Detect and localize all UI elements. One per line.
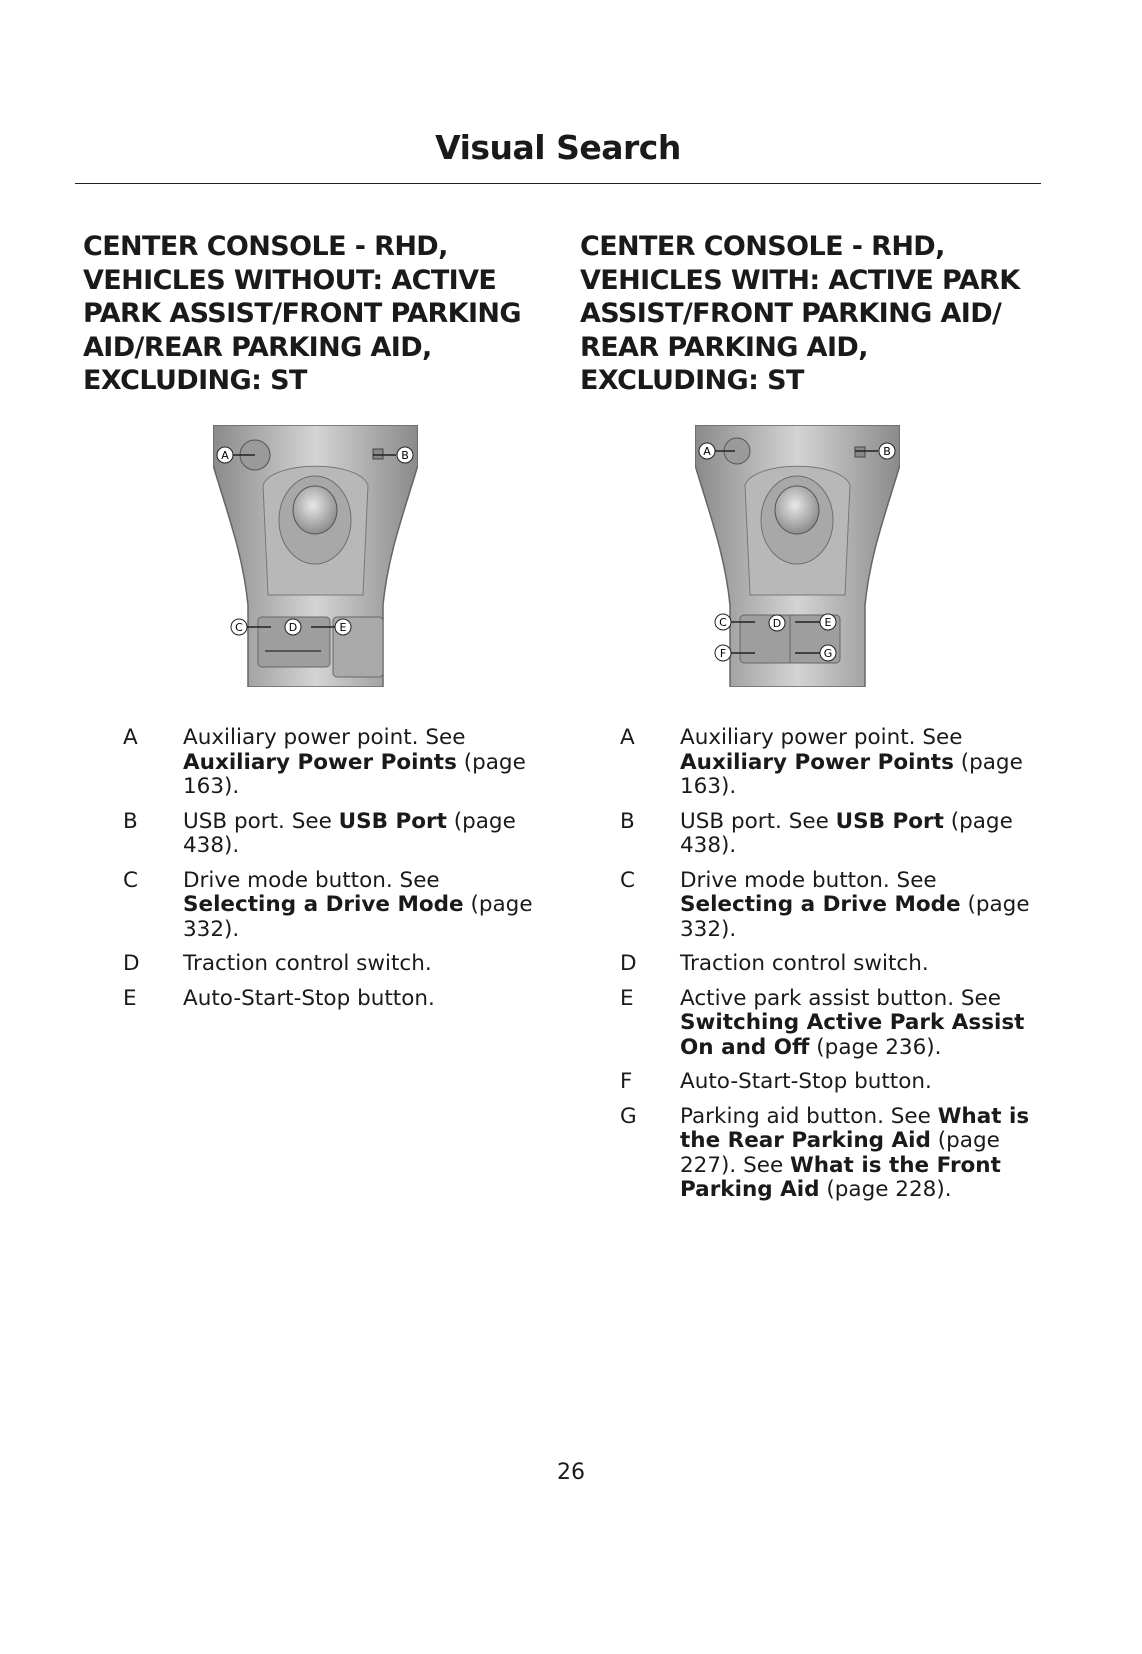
cross-reference-link[interactable]: What is the Rear Parking Aid [680, 1103, 1030, 1153]
callout-label: F [719, 647, 727, 660]
callout-label: A [703, 445, 711, 458]
item-text: Auxiliary power point. See Auxiliary Power Points (page 163). [183, 725, 526, 799]
item-letter: B [123, 808, 138, 834]
item-text: Auto-Start-Stop button. [183, 985, 435, 1011]
list-item [620, 810, 1040, 859]
item-text: Auto-Start-Stop button. [680, 1069, 932, 1094]
callout-label: G [823, 647, 833, 660]
item-letter: G [620, 1103, 637, 1129]
item-text: Auxiliary power point. See Auxiliary Power Points (page 163). [680, 725, 1023, 799]
list-item [123, 869, 543, 943]
item-text: Drive mode button. See Selecting a Drive Mode (page 332). [183, 867, 533, 942]
page-number: 26 [557, 1460, 585, 1485]
item-letter: E [123, 985, 137, 1011]
list-item [123, 952, 543, 977]
item-letter: A [123, 725, 138, 750]
title-divider [75, 183, 1041, 184]
callout-label: C [235, 621, 243, 634]
list-item [620, 952, 1040, 977]
list-item [620, 726, 1040, 800]
item-letter: E [620, 985, 634, 1011]
item-letter: F [620, 1069, 633, 1094]
section-heading: CENTER CONSOLE - RHD, VEHICLES WITHOUT: ACTIVE PARK ASSIST/FRONT PARKING AID/REAR PARKING AID, EXCLUDING: ST [83, 231, 521, 396]
callout-label: C [719, 616, 727, 629]
callout-label: E [339, 621, 347, 634]
console-illustration [213, 425, 418, 687]
list-item [123, 987, 543, 1012]
item-letter: C [620, 867, 636, 893]
list-item [620, 869, 1040, 943]
item-letter: B [620, 808, 635, 834]
item-text: Active park assist button. See Switching Active Park Assist On and Off (page 236). [680, 985, 1025, 1060]
cross-reference-link[interactable]: Auxiliary Power Points [183, 749, 457, 775]
item-text: Traction control switch. [680, 951, 929, 976]
callout-d [769, 615, 785, 631]
item-letter: C [123, 867, 139, 893]
item-letter: D [620, 951, 637, 976]
section-left [83, 230, 533, 1011]
item-letter: A [620, 725, 635, 750]
callout-label: B [883, 445, 891, 458]
cross-reference-link[interactable]: USB Port [835, 808, 944, 834]
list-item [620, 1105, 1040, 1203]
section-right [580, 230, 1030, 1202]
list-item [123, 726, 543, 800]
cross-reference-link[interactable]: Switching Active Park Assist On and Off [680, 1010, 1025, 1060]
callout-label: B [401, 449, 409, 462]
list-item [620, 987, 1040, 1061]
callout-label: E [824, 616, 832, 629]
callout-label: D [288, 621, 298, 634]
legend-list [123, 726, 543, 1021]
console-illustration [695, 425, 900, 687]
cross-reference-link[interactable]: Auxiliary Power Points [680, 749, 954, 775]
item-text: Parking aid button. See What is the Rear Parking Aid (page 227). See What is the Front Parking Aid (page 228). [680, 1103, 1030, 1202]
cross-reference-link[interactable]: Selecting a Drive Mode [183, 892, 464, 917]
cross-reference-link[interactable]: What is the Front Parking Aid [680, 1152, 1001, 1202]
section-heading: CENTER CONSOLE - RHD, VEHICLES WITH: ACTIVE PARK ASSIST/FRONT PARKING AID/ REAR PARKING AID, EXCLUDING: ST [580, 231, 1020, 396]
legend-list [620, 726, 1040, 1213]
callout-d [285, 619, 301, 635]
item-letter: D [123, 951, 140, 976]
page-title: Visual Search [435, 128, 681, 167]
list-item [123, 810, 543, 859]
item-text: USB port. See USB Port (page 438). [183, 808, 516, 858]
list-item [620, 1070, 1040, 1095]
cross-reference-link[interactable]: USB Port [338, 808, 447, 834]
item-text: Traction control switch. [183, 951, 432, 976]
callout-label: A [221, 449, 229, 462]
callout-label: D [772, 617, 782, 630]
item-text: USB port. See USB Port (page 438). [680, 808, 1013, 858]
item-text: Drive mode button. See Selecting a Drive Mode (page 332). [680, 867, 1030, 942]
cross-reference-link[interactable]: Selecting a Drive Mode [680, 892, 961, 917]
